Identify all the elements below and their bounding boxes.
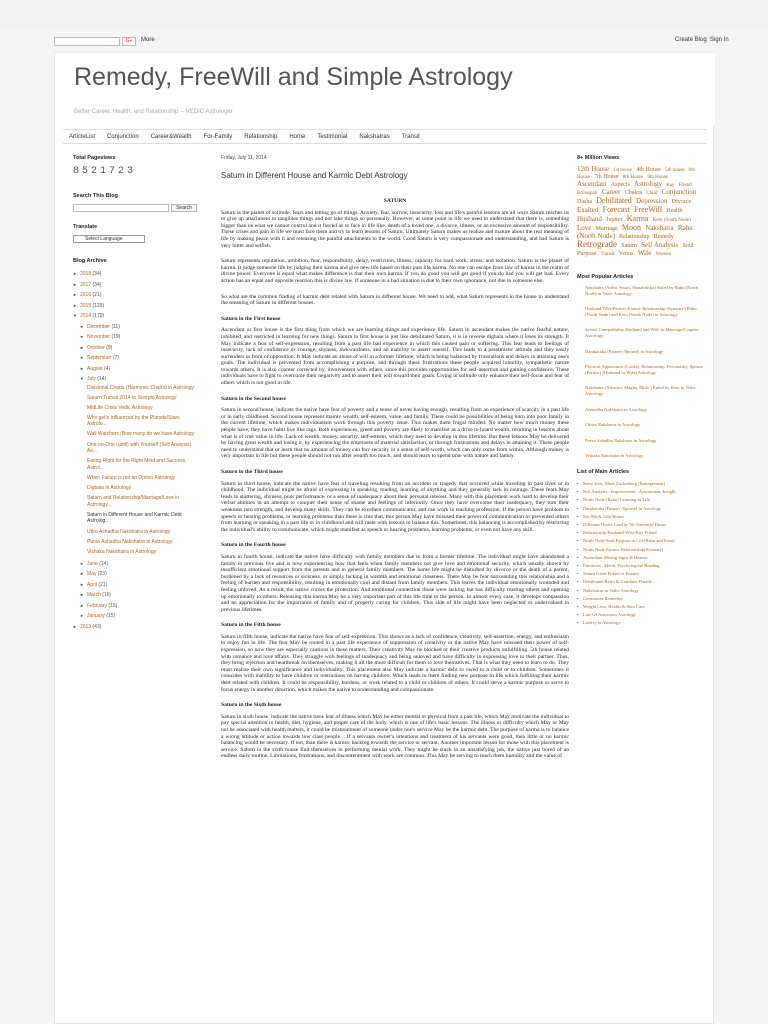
- main-article-link[interactable]: • North Node (Rahu) Learning in Life: [577, 496, 703, 504]
- nav-tab[interactable]: Transit: [401, 134, 420, 140]
- popular-article-link[interactable]: Nakshatra (Ashwini, Magha, Mula ) Ruled by Ketu in Vedic Astrology: [585, 385, 696, 396]
- popular-article-link[interactable]: Purva Ashadha Nakshatra in Astrology: [585, 437, 657, 443]
- paragraph: Saturn is the planet of solitude, fears and letting go of things. Anxiety, fear, sorrow, insecurity, loss and life's painful lessons are all ways Saturn teaches us to give up attachment to tangibles things and not take things so personally. However, at some point in life we need to understand that there is, something bigger than us what we cannot control and it forced us to face in life like, death of a loved one, a divorce, illness, or an excessive amount of responsibility. These crises and pain in life we must face them and try to learn lessons of Saturn. Ultimately Saturn makes us realize and mature about the real meaning of life by making peace with it and releasing the painful attachments to the world. Good Saturn is very compassionate and understanding, and bad Saturn is very bitter and selfish.: [221, 209, 569, 249]
- nav-tab[interactable]: Career&Wealth: [150, 134, 192, 140]
- main-article-link[interactable]: • Steve Jobs, Mark Zuckerberg (Entrepreneur): [577, 480, 703, 488]
- section-heading: Saturn in the Second house: [221, 395, 286, 402]
- label-link[interactable]: Depression: [636, 197, 668, 205]
- label-cloud: [577, 166, 703, 258]
- right-sidebar: [577, 155, 703, 628]
- label-link[interactable]: Women: [655, 252, 672, 257]
- label-link[interactable]: Self Analysis: [641, 241, 679, 249]
- popular-article-link[interactable]: Darakaraka (Partner /Spouse) in Astrology: [585, 348, 664, 354]
- pageviews-heading: Total Pageviews: [73, 155, 116, 161]
- label-link[interactable]: 9th House: [647, 175, 668, 180]
- archive-label[interactable]: 2014: [80, 313, 93, 319]
- archive-post-link[interactable]: Uttra Ashadha Nakshatra in Astrology: [87, 528, 171, 535]
- label-link[interactable]: FreeWill: [634, 205, 663, 214]
- label-link[interactable]: Child: [646, 191, 658, 196]
- blog-search-input[interactable]: [73, 204, 169, 212]
- blogger-navbar: [0, 0, 768, 44]
- archive-item[interactable]: [73, 559, 199, 570]
- nav-tab[interactable]: Nakshatras: [359, 134, 390, 140]
- label-link[interactable]: Relationship: [619, 234, 650, 240]
- archive-label[interactable]: March: [87, 592, 103, 599]
- label-link[interactable]: Career: [601, 188, 621, 196]
- archive-post-link[interactable]: One-on-One (until) with Yourself (Self Analysis) As...: [87, 441, 192, 455]
- expand-triangle-icon[interactable]: ►: [80, 560, 84, 566]
- archive-label[interactable]: April: [87, 581, 99, 588]
- archive-post-link[interactable]: Digbala in Astrology: [87, 485, 132, 492]
- label-link[interactable]: Debilitated: [596, 196, 632, 205]
- archive-label[interactable]: January: [87, 613, 107, 620]
- popular-article-link[interactable]: Husband/Wife/Partner Karmic Relationship (Synastry) Rahu (North Node) and Ketu (South Node) in Astrology: [585, 306, 697, 317]
- label-link[interactable]: Bay: [666, 183, 675, 188]
- main-article-link[interactable]: • North Node Karmic Relationship(Synastry): [577, 546, 703, 554]
- archive-count: (9): [106, 344, 113, 351]
- label-link[interactable]: Brihaspati: [577, 191, 598, 196]
- expand-triangle-icon[interactable]: ►: [73, 623, 77, 629]
- archive-count: (43): [92, 623, 102, 630]
- main-article-link[interactable]: • 5th, 8th & 12th House: [577, 513, 703, 521]
- label-link[interactable]: 4th House: [636, 167, 661, 173]
- archive-count: (19): [111, 334, 121, 340]
- paragraph: Saturn in second house, indicate the native have fear of poverty and a sense of never having enough, resulting from an experience of scarcity in a past life or in early childhood. Second house represent mainly wealth, self-esteem, value, and family. There could be possibilities of being born into poor family in the current lifetime, which makes individualism work through this poverty issue. This makes them frugal minded. No matter how much money these people have, they have habit live like rags. Both experiences, greed and poverty are likely to manifest as a drive to hoard wealth, resulting in lessons about what is of true value in life. Lack of wealth, money, security, self-esteem, which they need to develop in this lifetime. But these lessons May be delivered by having great wealth and losing it, by experiencing the emptiness of material satisfaction, or through frustrations and delays in attaining it. These people need to understand that or learn that no amount of money can buy security or a sense of self-worth, which can only come from within. Although money is very important in life but these people should not run after wealth too much, and should learn to spend time with nature and family.: [221, 407, 569, 460]
- label-link[interactable]: Retrograde: [577, 239, 617, 249]
- main-article-link[interactable]: • Darakaraka (Partner /Spouse) in Astrology: [577, 505, 703, 513]
- expand-triangle-icon[interactable]: ►: [80, 334, 84, 339]
- section-heading: Saturn in the First house: [221, 315, 281, 322]
- archive-label[interactable]: September: [87, 355, 113, 361]
- post-column: [221, 155, 569, 769]
- expand-triangle-icon[interactable]: ►: [80, 602, 84, 608]
- translate-select[interactable]: Select Language: [73, 235, 145, 243]
- expand-triangle-icon[interactable]: ►: [80, 365, 84, 371]
- archive-item[interactable]: [73, 622, 199, 633]
- label-link[interactable]: Moon: [621, 223, 642, 232]
- blog-search: [73, 204, 199, 212]
- popular-heading: Most Popular Articles: [577, 274, 634, 280]
- popular-article-link[interactable]: Chitra Nakshatra in Astrology: [585, 422, 641, 428]
- main-article-link[interactable]: • Ascendant (Rising Sign) & Houses: [577, 554, 703, 562]
- expand-triangle-icon[interactable]: ►: [80, 323, 84, 329]
- main-article-link[interactable]: • Saturn Great Friend or Enemy: [577, 570, 703, 578]
- label-link[interactable]: Nakshatra: [645, 224, 674, 232]
- paragraph: Saturn in sixth house, indicate the native have fear of illness which May be either mental or physical from a past life, which May motivate the individual to pay special attention to health, diet, hygiene, and proper care of the body, which is one of life's basic lessons. The illness or difficulty which May or May not be associated with health matters, it could be mistreatment of someone under one's service May be the karmic debt. The purpose of karma is to balance a wrong attitude or action towards low class people. . If a servants owner's intentions and treatment of his servants were good, then little or no karmic balancing would be necessary. If not, than there is karmic backlog towards the service or servant. Another important lesson for those with this placement is service. Saturn in the sixth house find themselves in performing menial work. They might be stuck in an unsatisfying job, the native just bored of an endless daily routine. Limitations, frustrations, and discontentment with work are common. This May be serving to teach them humility and the value of: [221, 713, 569, 760]
- main-article-link[interactable]: • Gemstones Remedies: [577, 595, 703, 603]
- paragraph: So what are the common finding of karmic debt related with Saturn in different house. We need to add, what Saturn represents in the house to understand the meaning of Saturn in different houses.: [221, 293, 569, 307]
- more-link[interactable]: More: [141, 37, 155, 43]
- nav-tab[interactable]: Testimonial: [317, 134, 348, 140]
- post-title[interactable]: Saturn in Different House and Karmic Debt Astrology: [221, 171, 408, 180]
- label-link[interactable]: Soul Purpose: [577, 243, 694, 257]
- archive-label[interactable]: 2013: [80, 623, 93, 630]
- main-article-link[interactable]: • Law Of Attraction Astrology: [577, 611, 703, 619]
- label-link[interactable]: Karma: [626, 214, 649, 223]
- sign-in-link[interactable]: Sign In: [710, 37, 729, 43]
- archive-count: (179): [92, 313, 105, 319]
- popular-article-link[interactable]: Nakshatra (Ardra, Swati, Shatabhisha) Ruled by Rahu (North Node) in Vedic Astrology: [585, 285, 698, 296]
- pageviews-counter: 8521723: [73, 166, 137, 177]
- label-link[interactable]: Friend: [678, 183, 692, 188]
- google-plus-button[interactable]: G+: [122, 37, 136, 46]
- archive-post-link[interactable]: MidLife Crisis Vedic Astrology: [87, 404, 153, 411]
- expand-triangle-icon[interactable]: ▼: [73, 313, 77, 318]
- section-heading: Saturn in the Sixth house: [221, 702, 282, 709]
- nav-tab[interactable]: ArticleList: [69, 134, 96, 140]
- archive-post-link[interactable]: Eating Right for the Right Mind and Success Astrol...: [87, 458, 186, 471]
- archive-item[interactable]: [73, 611, 199, 622]
- archive-count: (15): [106, 613, 116, 620]
- archive-label[interactable]: 2018: [80, 271, 93, 277]
- label-link[interactable]: Husband: [577, 215, 602, 223]
- nav-tab[interactable]: For-Family: [203, 134, 233, 140]
- archive-item[interactable]: [73, 364, 199, 375]
- archive-count: (11): [111, 323, 120, 330]
- main-article-link[interactable]: • Self Analysis , Improvement , Assessment, Insight: [577, 488, 703, 496]
- popular-article-link[interactable]: Sexual Compatibility Husband and Wife in Marriage/Couples Astrology: [585, 327, 699, 338]
- label-link[interactable]: Wife: [637, 249, 652, 257]
- label-link[interactable]: 6th House: [577, 168, 696, 180]
- post-body: [221, 198, 569, 760]
- archive-count: (16): [102, 592, 112, 599]
- archive-item[interactable]: [73, 374, 199, 385]
- label-link[interactable]: Rahu (North Node): [577, 224, 693, 240]
- paragraph: Saturn in fourth house, indicate the native have difficulty with family members due to from a former lifetime. The individual might have abandoned a family in previous live and is now experiencing how that feels when family members not give love and emotional security, which usually shown by insufficient emotional support from the parents and in general family members. The home life might be disturbed by divorce or the death of a parent, burdened by a lack of resources or sickness, or simply lacking in warmth and emotional closeness. There May be fear surrounding this relationship and a feeling of burden and responsibility, resulting in emotionally cool and distant from family members. This leaves the individual emotionally wounded and feeling unloved. As a result, the native craves the protection. And emotional connection those were lacking but has difficulty trusting others and opening up emotionally to others. Releasing this karma May be a very important part of this life time to the person. In almost every case, it develops compassion and an appreciation for the importance of family and of properly caring for children. This side of life might have been neglected or undervalued in previous lifetimes.: [221, 553, 569, 613]
- expand-triangle-icon[interactable]: ►: [73, 281, 77, 287]
- label-link[interactable]: Astrology: [634, 180, 663, 188]
- archive-count: (129): [92, 302, 105, 309]
- main-article-link[interactable]: • Nakshatras in Vedic Astrology: [577, 587, 703, 595]
- archive-label[interactable]: 2016: [80, 292, 93, 298]
- archive-post-link[interactable]: Saturn Transit 2014 to Scorpio Astrology: [87, 394, 177, 401]
- label-link[interactable]: Remedy: [653, 234, 674, 240]
- expand-triangle-icon[interactable]: ►: [80, 571, 84, 577]
- archive-post-link[interactable]: Saturn and Relationship/Marriage/Love in Astrology...: [87, 495, 179, 508]
- blog-header: [55, 53, 715, 125]
- archive-post-link[interactable]: Saturn in Different House and Karmic Debt Astrolog...: [87, 511, 182, 525]
- popular-article-link[interactable]: Anuradha Nakshatra in Astrology: [585, 406, 647, 412]
- navbar-search-input[interactable]: [54, 37, 120, 46]
- archive-item[interactable]: [73, 332, 199, 343]
- nav-tab[interactable]: Conjunction: [107, 134, 139, 140]
- archive-post-link[interactable]: When Failure is not an Option Astrology: [87, 474, 176, 481]
- label-link[interactable]: Dasha: [577, 199, 592, 205]
- archive-item[interactable]: [73, 580, 199, 591]
- archive-label[interactable]: August: [87, 365, 104, 372]
- archive-item[interactable]: [73, 353, 199, 364]
- nav-tab[interactable]: Home: [289, 134, 306, 140]
- popular-article-link[interactable]: Vishaka Nakshatra in Astrology: [585, 453, 644, 459]
- label-link[interactable]: Ketu (South Node): [652, 218, 691, 223]
- section-heading: Saturn in the Fifth house: [221, 622, 281, 629]
- blog-tagline: Better Career, Health, and Relationship -- VEDIC Astrologer: [74, 109, 233, 115]
- main-articles-list: [577, 480, 703, 628]
- archive-count: (23): [97, 571, 107, 578]
- main-article-link[interactable]: • Weight Loss, Health & Skin Care: [577, 603, 703, 611]
- create-blog-link[interactable]: Create Blog: [675, 37, 707, 43]
- archive-count: (16): [108, 602, 118, 609]
- paragraph: Ascendant or first house is the first thing from which we are learning things and experience life. Saturn in ascendant makes the native fearful nature, inhibited, and restricted in learning for new things. Saturn in first house is just like debilitated Saturn, it is in reverse dighala where it loses its strength. It May indicate a fear of self-expression, resulting from a past life bad experience in which this caused pain or suffering. This fear leads to feelings of insecurity, lack of confidence or courage, shyness, awkwardness, and an inability to assert oneself. This leads to a pessimistic attitude and they easily surrenders in front of opposition. It May indicate an abuse of will in a former lifetime, which is being balanced by frustrations and delays in attaining one's goals. The individual is prevented from accomplishing a purpose, and through these frustrations these people acquired humility, sympathetic nature towards others. It is also counter corrected by, involvement with others, since this provides opportunities for self-assertion and gaining confidence. These individuals have to fight to overcome their negativity and to assert their will toward their goals. Living in solitude only enhance their self-focus and fear of others which is not good in life.: [221, 327, 569, 387]
- post-subtitle: SATURN: [383, 198, 407, 204]
- label-link[interactable]: 1st house: [613, 168, 633, 173]
- popular-article-link[interactable]: Physical Appearance (Looks), Relationship, Personality, Spouse (Partner) (Husband or Wife) Astrology: [585, 364, 703, 375]
- archive-item[interactable]: [73, 269, 199, 280]
- archive-post-link[interactable]: Purva Ashadha Nakshatra in Astrology: [87, 538, 173, 545]
- paragraph: Saturn represents reputation, ambition, fear, responsibility, delay, restriction, illness, capacity for hard work, stress, and isolation. Saturn is the planet of karma. It judge someone life by judging their karma and give new life based on their past life karma. No one can escape from law of karma in the realm of divine power. Everyone is equal what makes difference is that their own karma. If you do good you will get good if you do bad you will get bad. Every action has an equal and opposite reaction this is divine law. If someone in a bad situation is due to their own ignorance, not due to someone else.: [221, 258, 569, 284]
- expand-triangle-icon[interactable]: ►: [73, 302, 77, 308]
- nav-tab[interactable]: Relationship: [244, 134, 278, 140]
- archive-count: (7): [112, 355, 119, 361]
- archive-label[interactable]: July: [87, 376, 98, 382]
- section-heading: Saturn in the Fourth house: [221, 542, 286, 549]
- archive-count: (4): [103, 365, 111, 372]
- expand-triangle-icon[interactable]: ►: [80, 592, 84, 598]
- archive-label[interactable]: 2017: [80, 281, 93, 288]
- popular-articles: [577, 285, 703, 459]
- paragraph: Saturn in fifth house, indicate the native have fear of self-expression. This shows as a lack of confidence, creativity, self-assertion, energy, and enthusiasm to enjoy fun in life. The fear May be rooted in a past life experience of suppression of creativity or the native May have misused their power of self-expression, so now they are especially cautious in these matters. Their creativity May be blocked or their creative products unfulfilling. 5th house related with romance and love affairs. They struggle with feelings of inadequacy and being unloved and have difficulty in expressing love to their partner. Thus, they bring rejection and heartbreak on themselves, making it all the more difficult for them to love themselves. That is what they need to learn to do. They must realize their own significance and individuality. This placement also May indicate a karmic debt to owed to a child or to children. Sometimes it coincides with inability to have children or restrictions on having children. Which leads to them finding new purpose in life which fulfilling their karmic debt related with children. It could be responsibility, burdens, or work related to a child or children of others. It could serve a karmic purpose or serve to focus energy in another direction, which makes the native to understanding and compassionate.: [221, 633, 569, 693]
- label-link[interactable]: Conjunction: [661, 188, 697, 196]
- blog-archive: [73, 269, 199, 632]
- label-link[interactable]: 8th House: [622, 175, 644, 180]
- translate-heading: Translate: [73, 224, 98, 230]
- archive-item[interactable]: [73, 311, 199, 322]
- paragraph: Saturn in third house, indicate the native have fear of traveling resulting from an accident or tragedy that occurred while traveling in past lives or in childhood. The individual might be afraid of expressing in speaking, reading, learning of anything and they generally lack in courage. These fears May leads to stuttering, shyness, poor performance, or a sense of inadequacy about their personal interest. Many with this placement work hard to develop their verbal abilities in an attempt to conquer their sense of shame and feelings of inferiority. Once they have overcome their inadequacy, they turn their weakness into strength, and develop many skills. They can be excellent communicator, and can work in teaching profession. If the person have problem in speech or hearing problems, or learning problems than there is clue that, this person May have misused their power of communication or prevented others from learning or speaking in a past life or in childhood and will meet with lessons to balance this. Sometimes, this balancing is accomplished by restricting the individual's ability to communicate, which might manifest as speech or hearing problems, learning problems, or even not have any skill.: [221, 480, 569, 533]
- label-link[interactable]: Love: [577, 224, 592, 232]
- archive-label[interactable]: 2015: [80, 302, 93, 309]
- archive-post-link[interactable]: Who get's Influenced by the Planets/Stars Astrolo...: [87, 414, 180, 428]
- archive-label[interactable]: December: [87, 323, 112, 330]
- main-article-link[interactable]: • Emotions , Moon, Psychological Reading: [577, 562, 703, 570]
- label-link[interactable]: Chakra: [624, 190, 643, 196]
- blog-container: [54, 52, 714, 1024]
- label-link[interactable]: Aspects: [610, 182, 630, 188]
- label-link[interactable]: Saturn: [621, 243, 637, 249]
- expand-triangle-icon[interactable]: ►: [73, 292, 77, 297]
- label-link[interactable]: Exalted: [577, 206, 599, 214]
- archive-count: (21): [92, 292, 102, 298]
- archive-post-link[interactable]: Divisional Charts (Harmonic Charts) in Astrology: [87, 384, 194, 391]
- archive-label[interactable]: February: [87, 602, 109, 609]
- label-link[interactable]: Marriage: [595, 226, 618, 232]
- label-link[interactable]: Divorce: [671, 199, 692, 205]
- main-article-link[interactable]: • Different House Lord in 7th (Seventh) House: [577, 521, 703, 529]
- archive-item[interactable]: [73, 590, 199, 601]
- section-heading: Saturn in the Third house: [221, 469, 283, 475]
- expand-triangle-icon[interactable]: ►: [73, 271, 77, 276]
- main-article-link[interactable]: • Lottery in Astrology: [577, 619, 703, 627]
- archive-label[interactable]: June: [87, 560, 100, 567]
- label-link[interactable]: Venus: [618, 251, 634, 257]
- archive-heading: Blog Archive: [73, 258, 107, 264]
- label-link[interactable]: Ascendant: [577, 180, 607, 188]
- archive-label[interactable]: October: [87, 344, 107, 351]
- label-link[interactable]: Forecast: [602, 205, 630, 214]
- label-link[interactable]: 5th house: [665, 168, 685, 173]
- expand-triangle-icon[interactable]: ►: [80, 613, 84, 619]
- expand-triangle-icon[interactable]: ►: [80, 344, 84, 350]
- expand-triangle-icon[interactable]: ►: [80, 355, 84, 360]
- archive-count: (21): [98, 581, 108, 588]
- left-sidebar: [73, 155, 199, 632]
- archive-count: (34): [92, 271, 102, 277]
- main-article-link[interactable]: • Relationship Husband-Wife-Boy Friend: [577, 529, 703, 537]
- blog-title[interactable]: Remedy, FreeWill and Simple Astrology: [74, 63, 513, 91]
- label-link[interactable]: Jupiter: [606, 217, 623, 223]
- archive-label[interactable]: May: [87, 571, 98, 578]
- expand-triangle-icon[interactable]: ▼: [80, 376, 84, 381]
- archive-count: (34): [92, 281, 102, 288]
- archive-label[interactable]: November: [87, 334, 112, 340]
- archive-item[interactable]: [73, 301, 199, 312]
- expand-triangle-icon[interactable]: ►: [80, 581, 84, 587]
- archive-item[interactable]: [73, 343, 199, 354]
- label-link[interactable]: 7th House: [594, 174, 619, 180]
- label-link[interactable]: 12th House: [577, 165, 610, 173]
- blog-search-button[interactable]: Search: [171, 204, 197, 212]
- search-heading: Search This Blog: [73, 193, 118, 199]
- archive-count: (14): [99, 560, 109, 567]
- main-articles-heading: List of Main Articles: [577, 468, 630, 475]
- archive-item[interactable]: [73, 322, 199, 333]
- main-article-link[interactable]: • Debilitated Retro & Combust Planets: [577, 578, 703, 586]
- archive-item[interactable]: [73, 601, 199, 612]
- archive-count: (14): [97, 376, 107, 382]
- labels-heading: 8+ Million Views: [577, 155, 620, 161]
- nav-tabs: [63, 129, 707, 144]
- archive-item[interactable]: [73, 280, 199, 291]
- post-date: Friday, July 11, 2014: [221, 155, 267, 161]
- label-link[interactable]: Transit: [600, 252, 615, 257]
- archive-item[interactable]: [73, 569, 199, 580]
- archive-item[interactable]: [73, 290, 199, 301]
- label-link[interactable]: Health: [666, 208, 683, 214]
- archive-post-link[interactable]: Vishaka Nakshatra in Astrology: [87, 548, 157, 555]
- main-article-link[interactable]: • North Node Soul Purpose in Life(Rahu and Ketu): [577, 537, 703, 545]
- archive-post-link[interactable]: Wall Watchers (Bow many do we have Astrology: [87, 431, 195, 438]
